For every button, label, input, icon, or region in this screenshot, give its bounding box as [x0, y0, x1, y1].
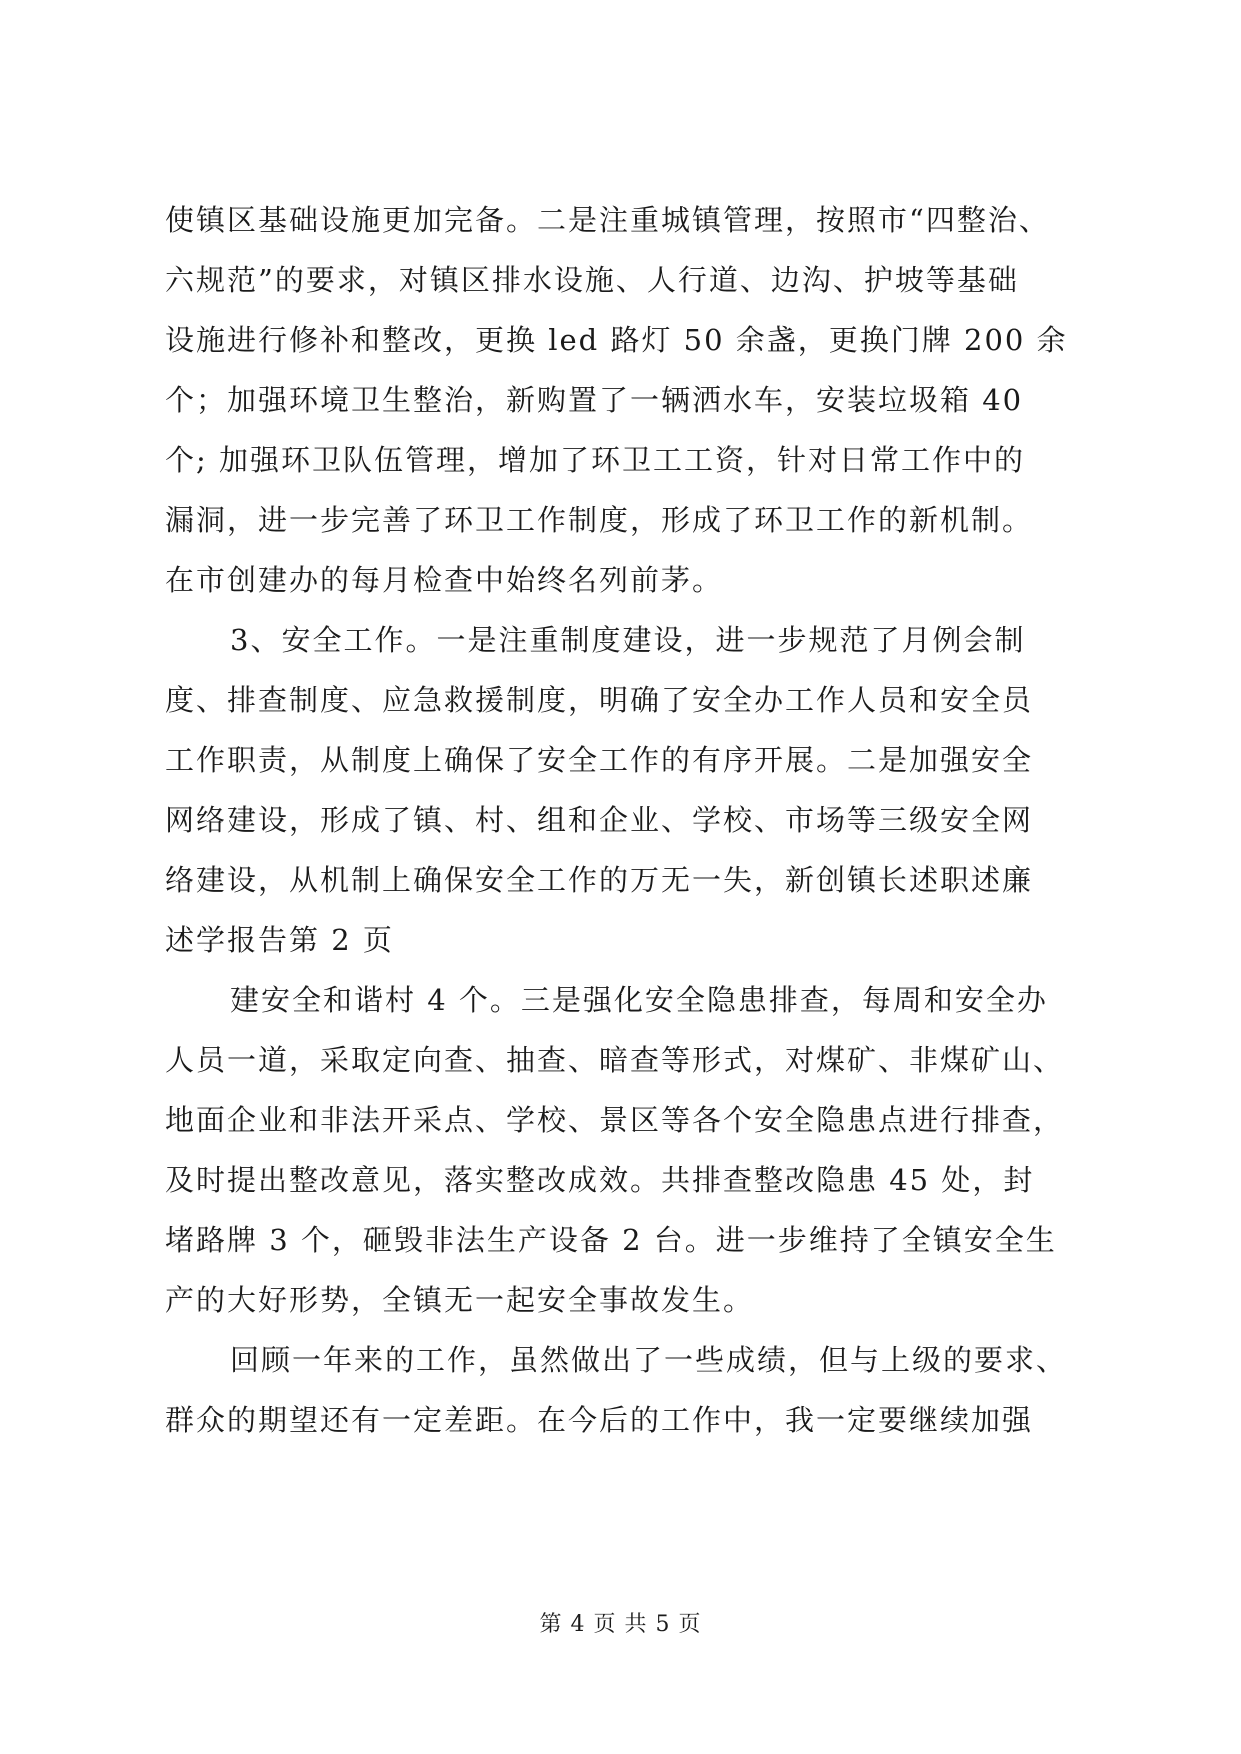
text-line: 漏洞，进一步完善了环卫工作制度，形成了环卫工作的新机制。 — [165, 503, 1034, 537]
text-line: 在市创建办的每月检查中始终名列前茅。 — [165, 563, 724, 597]
text-line: 及时提出整改意见，落实整改成效。共排查整改隐患 45 处，封 — [165, 1163, 1035, 1197]
text-line: 地面企业和非法开采点、学校、景区等各个安全隐患点进行排查， — [165, 1103, 1065, 1137]
text-line: 产的大好形势，全镇无一起安全事故发生。 — [165, 1283, 755, 1317]
text-line: 网络建设，形成了镇、村、组和企业、学校、市场等三级安全网 — [165, 803, 1034, 837]
text-line: 个; 加强环卫队伍管理，增加了环卫工工资，针对日常工作中的 — [165, 443, 1025, 477]
paragraph-start-line: 回顾一年来的工作，虽然做出了一些成绩，但与上级的要求、 — [230, 1343, 1068, 1377]
text-line: 堵路牌 3 个，砸毁非法生产设备 2 台。进一步维持了全镇安全生 — [165, 1223, 1057, 1257]
paragraph-start-line: 建安全和谐村 4 个。三是强化安全隐患排查，每周和安全办 — [230, 983, 1048, 1017]
text-line: 六规范”的要求，对镇区排水设施、人行道、边沟、护坡等基础 — [165, 263, 1019, 297]
paragraph-start-line: 3、安全工作。一是注重制度建设，进一步规范了月例会制 — [230, 623, 1026, 657]
text-line: 述学报告第 2 页 — [165, 923, 394, 957]
document-body — [165, 190, 1085, 1450]
text-line: 工作职责，从制度上确保了安全工作的有序开展。二是加强安全 — [165, 743, 1034, 777]
text-line: 度、排查制度、应急救援制度，明确了安全办工作人员和安全员 — [165, 683, 1034, 717]
text-line: 群众的期望还有一定差距。在今后的工作中，我一定要继续加强 — [165, 1403, 1034, 1437]
text-line: 络建设，从机制上确保安全工作的万无一失，新创镇长述职述廉 — [165, 863, 1034, 897]
text-line: 设施进行修补和整改，更换 led 路灯 50 余盏，更换门牌 200 余 — [165, 323, 1068, 357]
text-line: 个；加强环境卫生整治，新购置了一辆洒水车，安装垃圾箱 40 — [165, 383, 1024, 417]
text-line: 人员一道，采取定向查、抽查、暗查等形式，对煤矿、非煤矿山、 — [165, 1043, 1065, 1077]
page-footer: 第 4 页 共 5 页 — [539, 1612, 702, 1637]
text-line: 使镇区基础设施更加完备。二是注重城镇管理，按照市“四整治、 — [165, 203, 1050, 237]
